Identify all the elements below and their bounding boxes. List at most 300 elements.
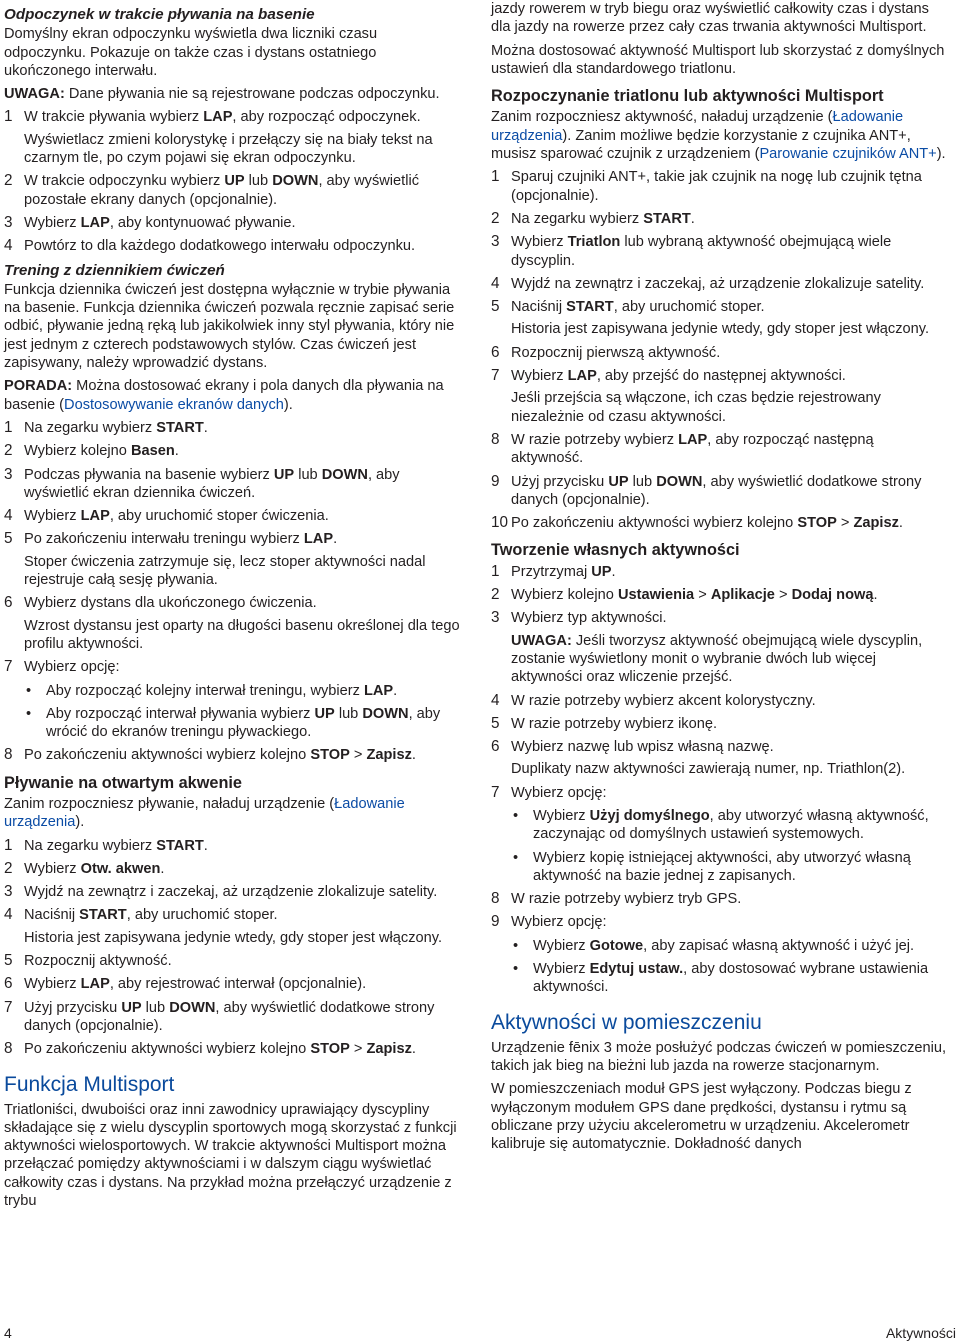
note-label: UWAGA: [511,632,572,649]
paragraph: Domyślny ekran odpoczynku wyświetla dwa liczniki czasu odpoczynku. Pokazuje on także czas i dystans ostatniego ukończonego interwału. [4,26,378,79]
step-detail [24,553,462,590]
step-text: . [898,515,903,532]
step-main [24,860,462,878]
step-text: Wybierz opcję: [511,914,607,931]
paragraph [491,108,949,163]
link-charging[interactable]: Ładowanie urządzenia [4,795,405,831]
step-text: . [690,210,695,227]
step-text: Wybierz dystans dla ukończonego ćwiczenia. [24,595,317,612]
ui-key: DOWN [656,473,703,490]
step-text: lub [628,473,657,490]
step-text: W razie potrzeby wybierz [511,431,679,448]
step-number: 7 [491,783,500,801]
step-item [491,275,949,293]
step-main [511,784,949,802]
step-main [511,210,949,228]
step-item [4,837,462,855]
step-text: , aby rozpocząć następną aktywność. [511,431,874,467]
heading-indoor: Aktywności w pomieszczeniu [491,1010,762,1034]
step-main [24,658,462,676]
ui-key: START [156,419,204,436]
detail-text: Stoper ćwiczenia zatrzymuje się, lecz stoper aktywności nadal rejestruje całą sesję pływania. [24,553,426,589]
step-main [511,514,949,532]
step-text: , aby zapisać własną aktywność i użyć jej. [643,937,915,954]
step-main [24,837,462,855]
step-main [511,890,949,908]
step-item [491,784,949,885]
detail-text: Duplikaty nazw aktywności zawierają numer, np. Triathlon(2). [511,761,906,778]
link-pairing[interactable]: Parowanie czujników ANT+ [759,146,937,163]
step-number: 8 [491,890,500,908]
step-item [4,530,462,589]
step-text: Po zakończeniu aktywności wybierz kolejno [24,1041,311,1058]
ui-key: Zapisz [366,747,412,764]
step-item [4,214,462,232]
ui-key: Gotowe [589,937,644,954]
step-text: Wybierz kolejno [24,443,131,460]
step-number: 7 [4,998,13,1016]
step-number: 2 [4,172,13,190]
step-text: Na zegarku wybierz [24,419,157,436]
step-text: > [349,747,367,764]
step-text: Wybierz kolejno [511,587,618,604]
step-number: 8 [491,430,500,448]
ui-key: Otw. akwen [80,860,161,877]
step-main [511,233,949,270]
ui-key: STOP [310,747,350,764]
tip-label: PORADA: [4,378,73,395]
ui-key: LAP [567,368,597,385]
step-text: , aby uruchomić stoper. [613,299,765,316]
ui-key: UP [273,466,295,483]
step-text: , aby rozpocząć odpoczynek. [232,109,421,126]
page-number: 4 [4,1325,12,1341]
paragraph [4,795,462,832]
step-text: Wybierz [511,368,568,385]
step-item [4,419,462,437]
ui-key: Ustawienia [617,587,695,604]
step-number: 1 [491,562,500,580]
step-text: Powtórz to dla każdego dodatkowego interwału odpoczynku. [24,238,416,255]
step-text: Przytrzymaj [511,563,592,580]
step-text: lub [334,705,363,722]
step-text: . [203,419,208,436]
step-text: lub [244,173,273,190]
option-list [511,807,949,885]
step-main [511,563,949,581]
option-item [511,849,949,886]
step-main [24,172,462,209]
step-main [511,715,949,733]
step-number: 1 [4,108,13,126]
step-number: 6 [4,594,13,612]
step-number: 8 [4,1040,13,1058]
step-text: W razie potrzeby wybierz akcent kolorystyczny. [511,692,816,709]
step-main [511,431,949,468]
ui-key: UP [591,563,612,580]
triathlon-steps [491,168,949,532]
ui-key: START [643,210,691,227]
tip-text: Można dostosować ekrany i pola danych dla pływania na basenie ( [4,378,444,413]
ui-key: START [566,299,614,316]
step-item [491,609,949,686]
step-detail [511,760,949,778]
step-item [4,746,462,764]
step-text: Wybierz [533,807,590,824]
rest-steps [4,108,462,255]
text: ). [75,814,85,831]
step-text: Wybierz [24,860,81,877]
step-text: > [836,515,854,532]
step-text: Po zakończeniu aktywności wybierz kolejno [24,747,311,764]
step-number: 1 [4,836,13,854]
step-number: 3 [4,883,13,901]
ui-key: LAP [80,976,110,993]
step-item [491,692,949,710]
ui-key: Zapisz [853,515,899,532]
step-main [511,738,949,756]
step-item [4,658,462,741]
step-main [24,906,462,924]
ui-key: Aplikacje [710,587,775,604]
ui-key: STOP [797,515,837,532]
step-item [491,715,949,733]
step-item [4,594,462,653]
ui-key: LAP [303,531,334,548]
step-item [491,344,949,362]
step-item [491,473,949,510]
step-text: Wybierz typ aktywności. [511,610,667,627]
option-list [24,682,462,742]
detail-text: Wyświetlacz zmieni kolorystykę i przełączy się na biały tekst na czarnym tle, po czym pojawi się ekran odpoczynku. [24,131,433,167]
step-text: , aby uruchomić stoper. [126,907,278,924]
ui-key: Triatlon [567,234,621,251]
step-number: 6 [491,343,500,361]
step-text: Sparuj czujniki ANT+, takie jak czujnik na nogę lub czujnik tętna (opcjonalnie). [511,169,922,204]
step-item [491,210,949,228]
step-main [24,746,462,764]
ui-key: STOP [310,1041,350,1058]
text: Zanim rozpoczniesz aktywność, naładuj urządzenie ( [491,109,833,126]
step-number: 5 [491,298,500,316]
step-number: 3 [491,233,500,251]
step-text: , aby kontynuować pływanie. [109,214,296,231]
step-text: , aby uruchomić stoper ćwiczenia. [109,508,329,525]
step-text: Wybierz [24,976,81,993]
step-main [24,108,462,126]
paragraph: Funkcja dziennika ćwiczeń jest dostępna wyłącznie w trybie pływania na basenie. Funkcja dziennika ćwiczeń pozwala ręcznie zapisać serie odbić, pływanie jedną ręką lub jakikolwiek inny styl pływania, który nie jest jednym z czterech podstawowych stylów. Czas ćwiczeń jest zapisywany, należy wprowadzić dystans. [4,281,455,372]
step-text: Aby rozpocząć kolejny interwał treningu, wybierz [46,682,364,699]
option-item [511,937,949,955]
step-item [491,168,949,205]
option-item [24,682,462,700]
ui-key: UP [121,999,142,1016]
text: ). [936,146,946,163]
step-number: 8 [4,746,13,764]
step-text: W trakcie odpoczynku wybierz [24,173,225,190]
step-text: Użyj przycisku [511,473,609,490]
step-item [491,586,949,604]
step-number: 1 [491,168,500,186]
step-number: 9 [491,472,500,490]
detail-text: Jeśli przejścia są włączone, ich czas będzie rejestrowany niezależnie od czasu aktywności. [511,390,881,425]
step-text: > [349,1041,367,1058]
paragraph: jazdy rowerem w tryb biegu oraz wyświetlić całkowity czas i dystans dla jazdy na rowerze przez cały czas trwania aktywności Multisport. [491,1,929,36]
step-text: Wyjdź na zewnątrz i zaczekaj, aż urządzenie zlokalizuje satelity. [24,884,438,901]
step-item [4,975,462,993]
step-text: Wybierz nazwę lub wpisz własną nazwę. [511,739,774,756]
step-text: , aby dostosować wybrane ustawienia aktywności. [533,961,929,996]
step-text: Na zegarku wybierz [24,837,157,854]
step-text: . [160,860,165,877]
step-text: . [873,587,878,604]
ui-key: START [79,907,127,924]
step-text: Wybierz [533,937,590,954]
step-text: . [203,837,208,854]
step-item [4,466,462,503]
step-text: . [333,531,338,548]
ui-key: DOWN [362,705,409,722]
step-item [4,237,462,255]
ui-key: Edytuj ustaw. [589,961,684,978]
step-text: Wybierz [24,508,81,525]
ui-key: START [156,837,204,854]
step-number: 4 [4,906,13,924]
step-main [24,999,462,1036]
section-name: Aktywności [885,1325,956,1341]
step-item [491,890,949,908]
step-number: 5 [491,714,500,732]
step-main [511,473,949,510]
step-number: 6 [4,975,13,993]
step-item [4,952,462,970]
step-number: 4 [4,507,13,525]
step-detail [511,320,949,338]
step-text: lub wybraną aktywność obejmującą wiele dyscyplin. [511,234,892,269]
step-item [491,514,949,532]
step-item [491,431,949,468]
step-main [24,1040,462,1058]
heading-custom-activities: Tworzenie własnych aktywności [491,541,740,560]
detail-text: Wzrost dystansu jest oparty na długości basenu określonej dla tego profilu aktywności. [24,617,460,652]
open-water-steps [4,837,462,1059]
step-text: > [694,587,711,604]
note-label: UWAGA: [4,86,65,103]
step-item [491,563,949,581]
step-text: Rozpocznij pierwszą aktywność. [511,344,721,361]
step-text: . [411,747,416,764]
step-text: . [611,563,616,580]
step-main [24,442,462,460]
option-list [511,937,949,997]
paragraph: Triatloniści, dwuboiści oraz inni zawodnicy uprawiający dyscypliny składające się z wielu dyscyplin sportowych mogą skorzystać z funkcji aktywności wielosportowych. W trakcie aktywności Multisport można przełączać pomiędzy aktywnościami i w dalszym ciągu wyświetlać całkowity czas i dystans. Na przykład można przełączyć urządzenie z trybu [4,1101,457,1210]
heading-multisport: Funkcja Multisport [4,1072,175,1096]
step-text: Po zakończeniu interwału treningu wybierz [24,531,304,548]
step-item [4,999,462,1036]
step-number: 5 [4,530,13,548]
step-detail [24,929,462,947]
step-text: , aby wyświetlić pozostałe ekrany danych (opcjonalnie). [24,173,419,208]
step-number: 2 [4,442,13,460]
ui-key: Basen [130,443,175,460]
step-item [4,108,462,167]
detail-text: Jeśli tworzysz aktywność obejmującą wiele dyscyplin, zostanie wyświetlony monit o wybranie dwóch lub więcej aktywności oraz wliczenie przejść. [511,632,923,686]
step-number: 3 [4,213,13,231]
step-main [511,692,949,710]
heading-open-water: Pływanie na otwartym akwenie [4,773,242,792]
step-text: Naciśnij [24,907,80,924]
step-item [491,233,949,270]
ui-key: LAP [203,109,233,126]
ui-key: UP [314,705,335,722]
step-main [24,507,462,525]
step-number: 2 [4,859,13,877]
step-text: Wybierz opcję: [24,659,120,676]
step-text: W trakcie pływania wybierz [24,109,204,126]
step-number: 2 [491,209,500,227]
ui-key: DOWN [321,466,368,483]
step-text: Wybierz [24,214,81,231]
step-number: 1 [4,418,13,436]
step-text: Wybierz kopię istniejącej aktywności, aby utworzyć własną aktywność na bazie jednej z zapisanych. [533,849,911,884]
step-text: , aby wyświetlić ekran dziennika ćwiczeń. [24,466,400,501]
left-column [4,0,462,1215]
step-text: Podczas pływania na basenie wybierz [24,466,274,483]
ui-key: Użyj domyślnego [589,807,710,824]
step-detail [511,632,949,687]
ui-key: DOWN [272,173,319,190]
ui-key: Zapisz [366,1041,412,1058]
note [4,85,462,103]
text: Zanim rozpoczniesz pływanie, naładuj urządzenie ( [4,795,335,812]
step-number: 9 [491,913,500,931]
step-item [4,1040,462,1058]
step-text: , aby utworzyć własną aktywność, zaczynając od domyślnych ustawień systemowych. [533,807,929,843]
step-main [511,275,949,293]
step-text: W razie potrzeby wybierz tryb GPS. [511,891,742,908]
step-item [491,367,949,426]
step-text: . [411,1041,416,1058]
ui-key: Dodaj nową [791,587,874,604]
tip [4,377,462,414]
step-number: 4 [4,237,13,255]
option-item [511,807,949,844]
drill-steps [4,419,462,765]
step-item [491,913,949,996]
option-item [24,705,462,742]
step-number: 5 [4,952,13,970]
step-detail [24,131,462,168]
step-item [4,507,462,525]
paragraph: W pomieszczeniach moduł GPS jest wyłączony. Podczas biegu z wyłączonym modułem GPS dane prędkości, dystansu i rytmu są obliczane przy użyciu akcelerometru w urządzeniu. Akcelerometr kalibruje się automatycznie. Dokładność danych [491,1081,912,1153]
custom-steps [491,563,949,997]
step-item [4,860,462,878]
ui-key: UP [608,473,629,490]
step-main [511,609,949,627]
step-text: > [774,587,792,604]
step-main [24,883,462,901]
step-text: Na zegarku wybierz [511,210,644,227]
step-main [24,419,462,437]
tip-end: ). [283,396,293,413]
ui-key: LAP [678,431,708,448]
step-item [4,442,462,460]
step-text: lub [294,466,322,483]
step-number: 4 [491,691,500,709]
step-text: Wybierz [511,234,568,251]
step-text: Wyjdź na zewnątrz i zaczekaj, aż urządzenie zlokalizuje satelity. [511,275,925,292]
step-number: 3 [4,465,13,483]
step-main [24,594,462,612]
detail-text: Historia jest zapisywana jedynie wtedy, gdy stoper jest włączony. [24,929,443,946]
step-number: 2 [491,586,500,604]
step-number: 7 [491,367,500,385]
step-main [511,586,949,604]
step-text: , aby wyświetlić dodatkowe strony danych (opcjonalnie). [511,473,922,508]
ui-key: LAP [363,682,394,699]
step-text: Użyj przycisku [24,999,122,1016]
step-text: Po zakończeniu aktywności wybierz kolejno [511,515,798,532]
step-text: Wybierz opcję: [511,784,607,801]
step-main [24,466,462,503]
step-main [24,237,462,255]
step-text: , aby przejść do następnej aktywności. [596,368,846,385]
option-item [511,960,949,997]
paragraph: Urządzenie fēnix 3 może posłużyć podczas ćwiczeń w pomieszczeniu, takich jak bieg na bieżni lub jazda na rowerze stacjonarnym. [491,1039,947,1074]
step-number: 7 [4,658,13,676]
step-text: Rozpocznij aktywność. [24,953,172,970]
step-number: 10 [491,514,509,532]
ui-key: DOWN [169,999,216,1016]
heading-start-triathlon: Rozpoczynanie triatlonu lub aktywności Multisport [491,87,884,106]
ui-key: UP [224,173,245,190]
step-item [491,298,949,339]
step-text: lub [141,999,170,1016]
step-main [24,530,462,548]
step-item [491,738,949,779]
step-main [24,952,462,970]
link-customize-screens[interactable]: Dostosowywanie ekranów danych [64,396,284,413]
step-detail [24,617,462,654]
step-main [511,913,949,931]
heading-drill-log: Trening z dziennikiem ćwiczeń [4,261,225,279]
step-number: 6 [491,738,500,756]
step-text: Wybierz [533,961,590,978]
step-text: Naciśnij [511,299,567,316]
heading-rest: Odpoczynek w trakcie pływania na basenie [4,6,315,23]
step-item [4,172,462,209]
link-charging[interactable]: Ładowanie urządzenia [491,109,904,144]
text: ). Zanim możliwe będzie korzystanie z czujnika ANT+, musisz sparować czujnik z urządzeniem ( [491,127,911,163]
step-text: . [393,682,398,699]
right-column [491,0,949,1158]
paragraph: Można dostosować aktywność Multisport lub skorzystać z domyślnych ustawień dla standardowego triatlonu. [491,42,945,77]
step-item [4,883,462,901]
step-text: . [174,443,179,460]
step-main [511,367,949,385]
step-main [24,975,462,993]
step-number: 4 [491,274,500,292]
step-main [511,344,949,362]
step-detail [511,389,949,426]
step-number: 3 [491,609,500,627]
step-text: W razie potrzeby wybierz ikonę. [511,715,718,732]
note-text: Dane pływania nie są rejestrowane podczas odpoczynku. [64,86,440,103]
step-main [511,298,949,316]
step-text: , aby wrócić do ekranów treningu pływackiego. [46,705,441,741]
step-text: Aby rozpocząć interwał pływania wybierz [46,705,315,722]
detail-text: Historia jest zapisywana jedynie wtedy, gdy stoper jest włączony. [511,321,930,338]
